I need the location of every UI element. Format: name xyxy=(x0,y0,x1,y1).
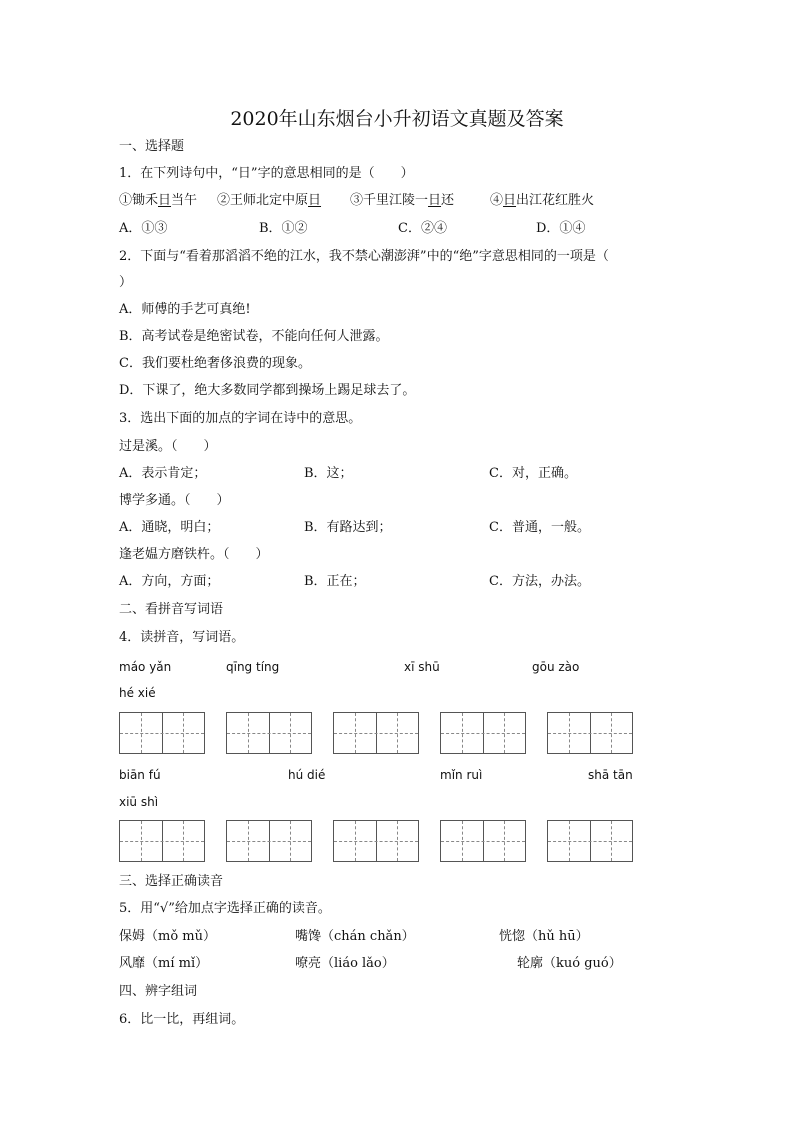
q5-item: 风靡（mí mǐ） xyxy=(119,956,209,971)
pinyin-label: hé xié xyxy=(119,686,156,700)
q1-poem-4: ④日出江花红胜火 xyxy=(490,193,595,208)
question-2-stem-cont: ） xyxy=(119,275,133,290)
q3-item-2-c: C．普通，一般。 xyxy=(489,520,590,535)
q3-item-1: 过是溪。（ ） xyxy=(119,439,217,454)
question-4-stem: 4．读拼音，写词语。 xyxy=(119,630,245,645)
writing-grid[interactable] xyxy=(119,820,205,862)
writing-grid[interactable] xyxy=(333,820,419,862)
q3-item-2-a: A．通晓，明白； xyxy=(119,520,220,535)
q3-item-2: 博学多通。（ ） xyxy=(119,493,230,508)
section-heading: 四、辨字组词 xyxy=(119,984,198,999)
q2-option-c: C．我们要杜绝奢侈浪费的现象。 xyxy=(119,356,311,371)
q2-option-d: D．下课了，绝大多数同学都到操场上踢足球去了。 xyxy=(119,383,416,398)
pinyin-label: gōu zào xyxy=(532,660,580,674)
q1-poem-2: ②王师北定中原日 xyxy=(217,193,322,208)
pinyin-label: qīng tíng xyxy=(226,660,280,674)
q1-option-d: D．①④ xyxy=(536,221,586,236)
question-3-stem: 3．选出下面的加点的字词在诗中的意思。 xyxy=(119,411,362,426)
q3-item-2-b: B．有路达到； xyxy=(304,520,392,535)
pinyin-label: mǐn ruì xyxy=(440,768,483,782)
pinyin-label: biān fú xyxy=(119,768,161,782)
q3-item-1-c: C．对，正确。 xyxy=(489,466,577,481)
question-2-stem: 2．下面与“看着那滔滔不绝的江水，我不禁心潮澎湃”中的“绝”字意思相同的一项是（ xyxy=(119,249,609,264)
writing-grid[interactable] xyxy=(333,712,419,754)
q1-poem-3: ③千里江陵一日还 xyxy=(350,193,455,208)
q3-item-3: 逢老媪方磨铁杵。（ ） xyxy=(119,547,269,562)
page-title: 2020年山东烟台小升初语文真题及答案 xyxy=(230,108,564,130)
q5-item: 嘹亮（liáo lǎo） xyxy=(295,956,395,971)
section-heading: 一、选择题 xyxy=(119,139,185,154)
q3-item-1-a: A．表示肯定； xyxy=(119,466,207,481)
section-heading: 三、选择正确读音 xyxy=(119,874,224,889)
question-1-stem: 1．在下列诗句中，“日”字的意思相同的是（ ） xyxy=(119,166,414,181)
writing-grid[interactable] xyxy=(440,820,526,862)
q3-item-1-b: B．这； xyxy=(304,466,353,481)
question-5-stem: 5．用“√”给加点字选择正确的读音。 xyxy=(119,901,331,916)
pinyin-label: xī shū xyxy=(404,660,440,674)
q2-option-b: B．高考试卷是绝密试卷，不能向任何人泄露。 xyxy=(119,329,389,344)
writing-grid[interactable] xyxy=(119,712,205,754)
q5-item: 嘴馋（chán chǎn） xyxy=(295,929,415,944)
writing-grid[interactable] xyxy=(226,820,312,862)
q1-option-c: C．②④ xyxy=(398,221,447,236)
q3-item-3-a: A．方向，方面； xyxy=(119,574,220,589)
q3-item-3-c: C．方法，办法。 xyxy=(489,574,590,589)
writing-grid[interactable] xyxy=(226,712,312,754)
q1-option-a: A．①③ xyxy=(119,221,168,236)
pinyin-label: máo yǎn xyxy=(119,660,172,674)
q1-option-b: B．①② xyxy=(259,221,308,236)
pinyin-label: shā tān xyxy=(588,768,633,782)
pinyin-label: xiū shì xyxy=(119,795,159,809)
writing-grid[interactable] xyxy=(547,712,633,754)
question-6-stem: 6．比一比，再组词。 xyxy=(119,1012,245,1027)
q1-poem-1: ①锄禾日当午 xyxy=(119,193,198,208)
q2-option-a: A．师傅的手艺可真绝! xyxy=(119,302,251,317)
pinyin-label: hú dié xyxy=(288,768,326,782)
q5-item: 恍惚（hǔ hū） xyxy=(499,929,589,944)
q3-item-3-b: B．正在； xyxy=(304,574,366,589)
q5-item: 轮廓（kuó guó） xyxy=(517,956,622,971)
q5-item: 保姆（mǒ mǔ） xyxy=(119,929,216,944)
writing-grid[interactable] xyxy=(547,820,633,862)
section-heading: 二、看拼音写词语 xyxy=(119,602,224,617)
writing-grid[interactable] xyxy=(440,712,526,754)
